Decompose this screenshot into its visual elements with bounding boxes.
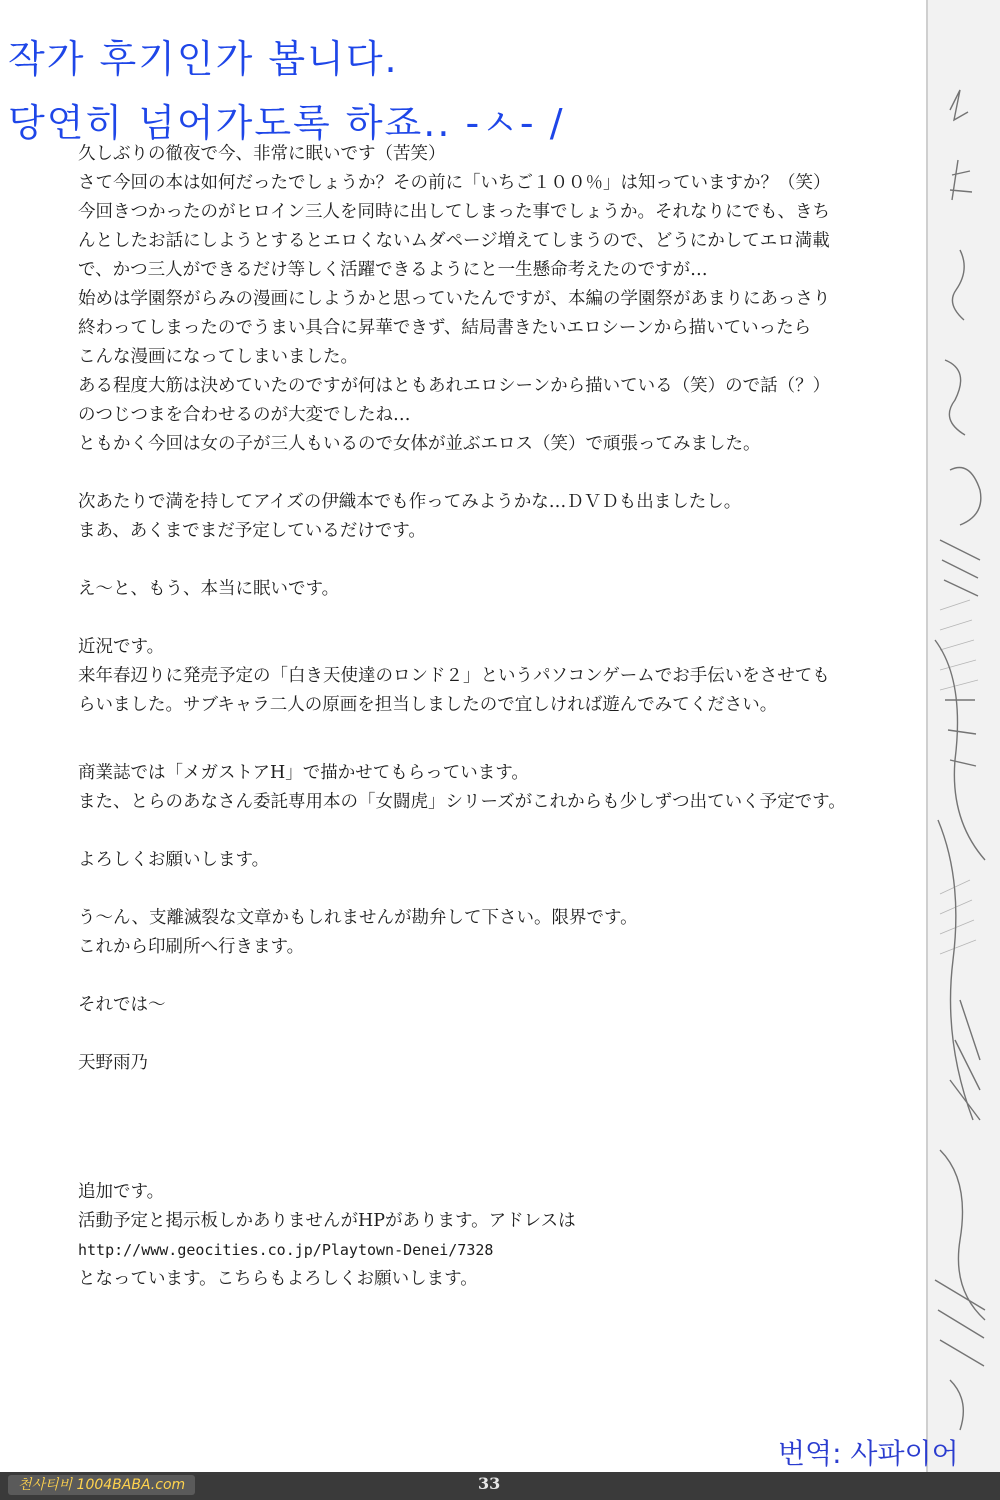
text-line: まあ、あくまでまだ予定しているだけです。 bbox=[78, 521, 426, 541]
text-line: それでは〜 bbox=[78, 995, 166, 1015]
text-line: また、とらのあなさん委託専用本の「女闘虎」シリーズがこれからも少しずつ出ていく予定です。 bbox=[78, 792, 846, 812]
afterword-paragraph-2 bbox=[78, 488, 918, 546]
text-line: 来年春辺りに発売予定の「白き天使達のロンド２」というパソコンゲームでお手伝いをさせても bbox=[78, 666, 830, 686]
addendum bbox=[78, 1178, 918, 1294]
pencil-sketch-decoration bbox=[930, 0, 1000, 1460]
text-line: 終わってしまったのでうまい具合に昇華できず、結局書きたいエロシーンから描いていったら bbox=[78, 318, 812, 338]
signature-text: 天野雨乃 bbox=[78, 1053, 148, 1073]
text-line: 今回きつかったのがヒロイン三人を同時に出してしまった事でしょうか。それなりにでも、きち bbox=[78, 202, 830, 222]
author-signature bbox=[78, 1049, 918, 1078]
afterword-paragraph-6 bbox=[78, 846, 918, 875]
handwritten-note-line-1: 작가 후기인가 봅니다. bbox=[8, 37, 399, 81]
text-line: ともかく今回は女の子が三人もいるので女体が並ぶエロス（笑）で頑張ってみました。 bbox=[78, 434, 761, 454]
text-line: ある程度大筋は決めていたのですが何はともあれエロシーンから描いている（笑）ので話（？） bbox=[78, 376, 831, 396]
text-line: これから印刷所へ行きます。 bbox=[78, 937, 305, 957]
text-line: んとしたお話にしようとするとエロくないムダページ増えてしまうので、どうにかしてエロ満載 bbox=[78, 231, 830, 251]
handwritten-note-line-2: 당연히 넘어가도록 하죠.. -ㅅ- / bbox=[8, 101, 565, 145]
afterword-paragraph-5 bbox=[78, 759, 918, 817]
facing-page-edge bbox=[926, 0, 1000, 1480]
page-number: 33 bbox=[478, 1474, 501, 1493]
afterword-text bbox=[78, 140, 918, 1294]
text-line: さて今回の本は如何だったでしょうか？その前に「いちご１００％」は知っていますか？（笑） bbox=[78, 173, 831, 193]
afterword-paragraph-4 bbox=[78, 633, 918, 720]
text-line: よろしくお願いします。 bbox=[78, 850, 270, 870]
text-line: で、かつ三人ができるだけ等しく活躍できるようにと一生懸命考えたのですが… bbox=[78, 260, 708, 280]
translator-credit: 번역: 사파이어 bbox=[778, 1437, 959, 1470]
afterword-paragraph-7 bbox=[78, 904, 918, 962]
text-line: え〜と、もう、本当に眠いです。 bbox=[78, 579, 340, 599]
afterword-paragraph-1 bbox=[78, 140, 918, 459]
text-line: 次あたりで満を持してアイズの伊織本でも作ってみようかな…ＤＶＤも出ましたし。 bbox=[78, 492, 742, 512]
text-line: らいました。サブキャラ二人の原画を担当しましたので宜しければ遊んでみてください。 bbox=[78, 695, 778, 715]
text-line: となっています。こちらもよろしくお願いします。 bbox=[78, 1269, 478, 1289]
text-line: う〜ん、支離滅裂な文章かもしれませんが勘弁して下さい。限界です。 bbox=[78, 908, 638, 928]
text-line: 始めは学園祭がらみの漫画にしようかと思っていたんですが、本編の学園祭があまりにあっさり bbox=[78, 289, 831, 309]
text-line: こんな漫画になってしまいました。 bbox=[78, 347, 358, 367]
homepage-url: http://www.geocities.co.jp/Playtown-Denei/7328 bbox=[78, 1241, 494, 1259]
text-line: 近況です。 bbox=[78, 637, 165, 657]
site-watermark: 천사티비 1004BABA.com bbox=[8, 1475, 195, 1495]
text-line: 追加です。 bbox=[78, 1182, 165, 1202]
text-line: 商業誌では「メガストアH」で描かせてもらっています。 bbox=[78, 763, 529, 783]
afterword-paragraph-8 bbox=[78, 991, 918, 1020]
afterword-paragraph-3 bbox=[78, 575, 918, 604]
text-line: 活動予定と掲示板しかありませんがHPがあります。アドレスは bbox=[78, 1211, 576, 1231]
text-line: 久しぶりの徹夜で今、非常に眠いです（苦笑） bbox=[78, 144, 446, 164]
text-line: のつじつまを合わせるのが大変でしたね… bbox=[78, 405, 411, 425]
